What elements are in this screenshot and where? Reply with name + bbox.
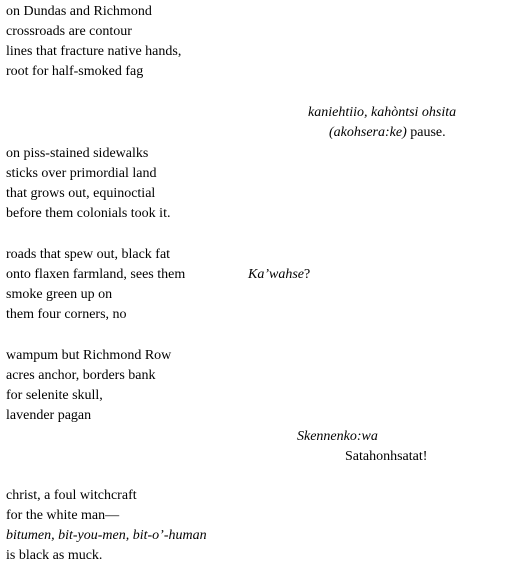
stanza4-line2: acres anchor, borders bank (6, 368, 156, 383)
stanza4-line3: for selenite skull, (6, 388, 103, 403)
stanza4-line4: lavender pagan (6, 408, 92, 423)
stanza5-line3: bitumen, bit-you-men, bit-o’-human (6, 528, 207, 543)
stanza2-line2: sticks over primordial land (6, 166, 157, 181)
stanza5-line4: is black as muck. (6, 548, 103, 563)
aside3-line1: Skennenko:wa (297, 429, 378, 444)
stanza3-line4: them four corners, no (6, 307, 127, 322)
stanza3-line1: roads that spew out, black fat (6, 247, 171, 262)
stanza5-line2: for the white man— (6, 508, 120, 523)
stanza2-line1: on piss-stained sidewalks (6, 146, 149, 161)
stanza2-line3: that grows out, equinoctial (6, 186, 156, 201)
aside3-line2: Satahonhsatat! (345, 449, 428, 464)
aside1-line2-rest: pause. (406, 125, 446, 140)
aside2-italic: Ka’wahse (248, 267, 304, 282)
stanza3-line2: onto flaxen farmland, sees them (6, 267, 186, 282)
aside1-line1: kaniehtiio, kahòntsi ohsita (308, 105, 457, 120)
stanza5-line1: christ, a foul witchcraft (6, 488, 137, 503)
stanza1-line4: root for half-smoked fag (6, 64, 144, 79)
stanza1-line3: lines that fracture native hands, (6, 44, 182, 59)
stanza4-line1: wampum but Richmond Row (6, 348, 172, 363)
stanza2-line4: before them colonials took it. (6, 206, 171, 221)
aside2-rest: ? (304, 267, 311, 282)
aside2 (248, 265, 310, 285)
stanza1-line2: crossroads are contour (6, 24, 132, 39)
stanza3-line3: smoke green up on (6, 287, 113, 302)
aside1-line2 (329, 123, 446, 143)
aside1-line2-italic: (akohsera:ke) (329, 125, 407, 140)
stanza1-line1: on Dundas and Richmond (6, 4, 152, 19)
